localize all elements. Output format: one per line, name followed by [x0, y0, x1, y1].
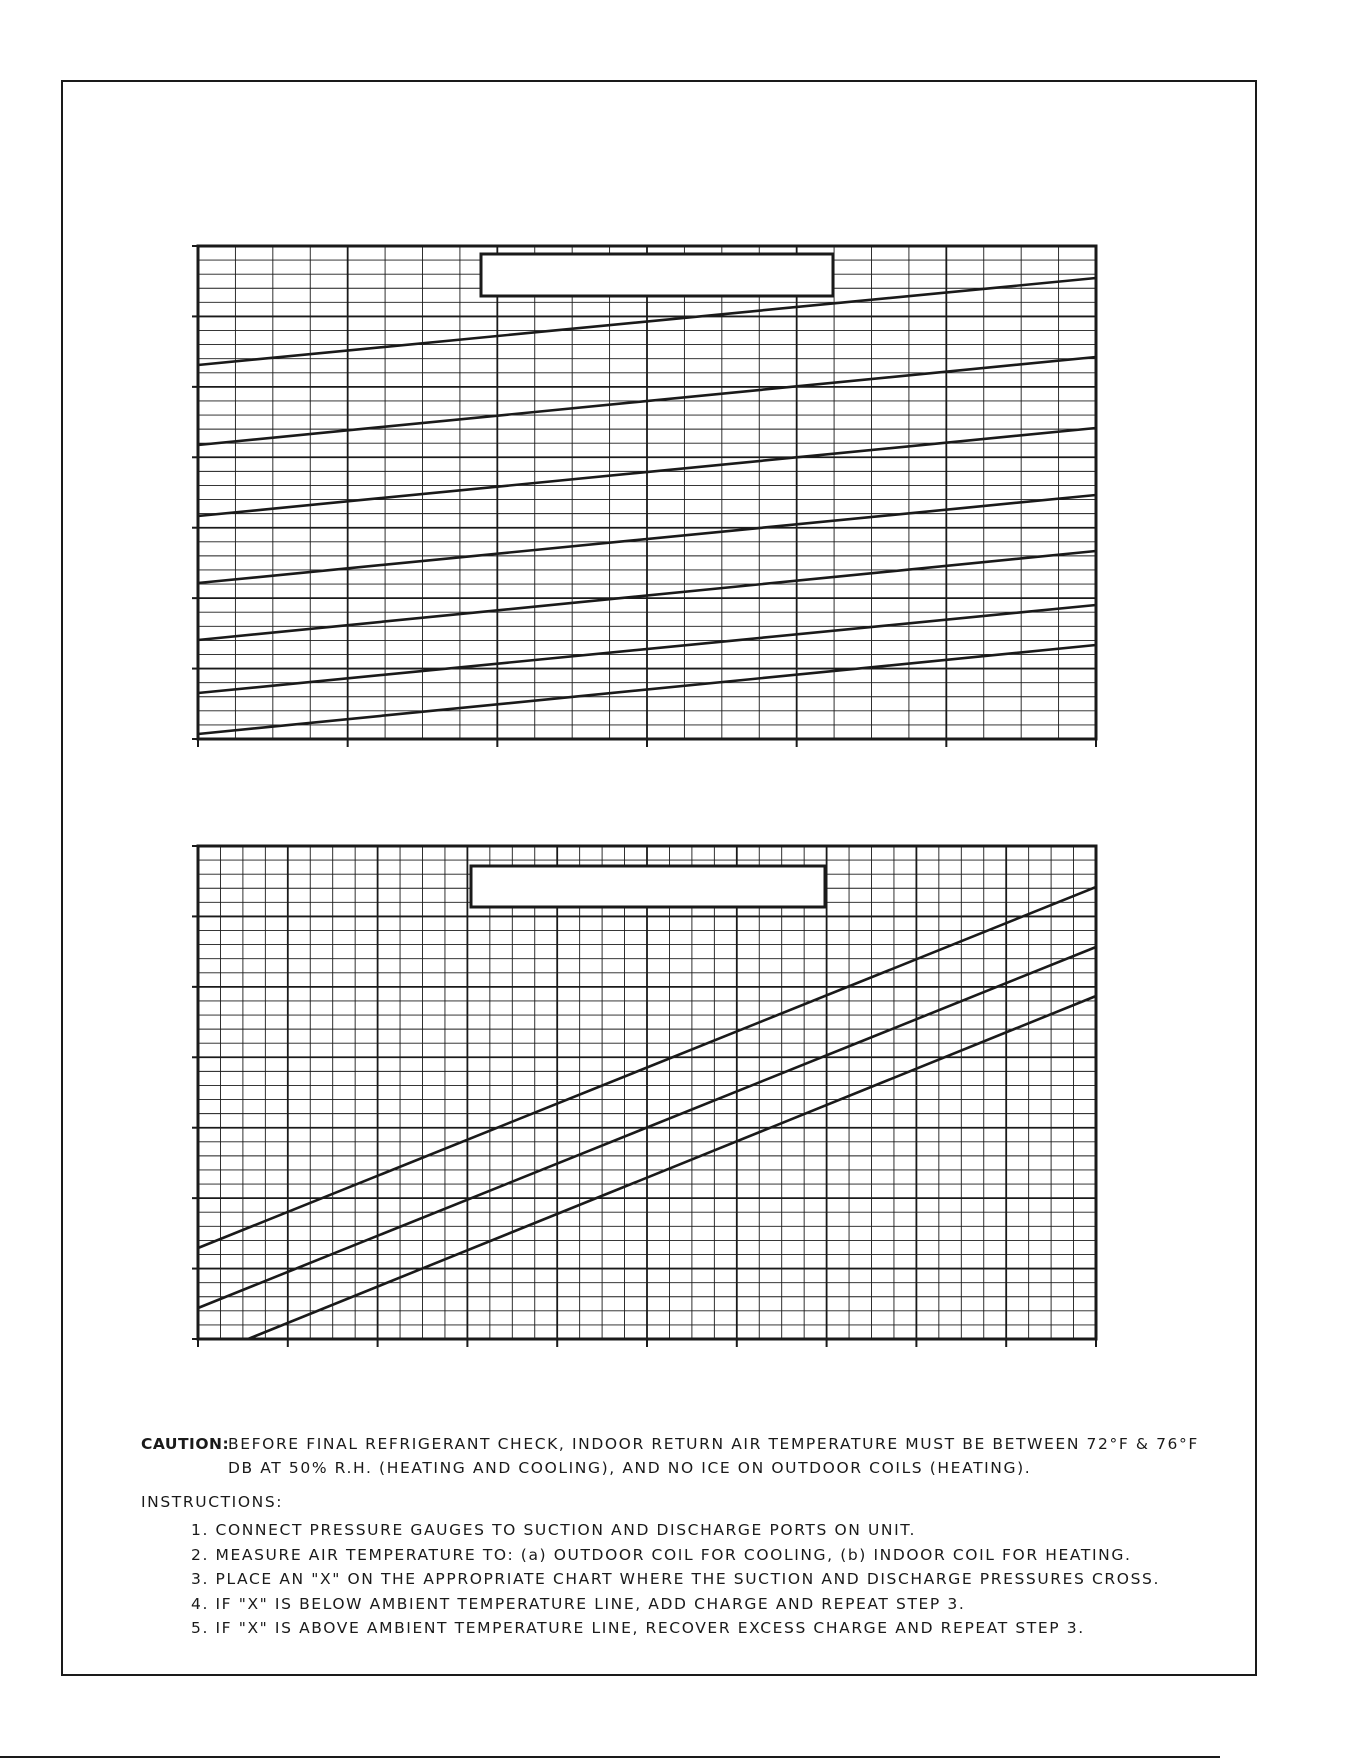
instruction-step: 5. IF "X" IS ABOVE AMBIENT TEMPERATURE LINE, RECOVER EXCESS CHARGE AND REPEAT STEP 3. [191, 1619, 1085, 1638]
instruction-step: 1. CONNECT PRESSURE GAUGES TO SUCTION AND DISCHARGE PORTS ON UNIT. [191, 1521, 917, 1539]
instruction-step: 4. IF "X" IS BELOW AMBIENT TEMPERATURE LINE, ADD CHARGE AND REPEAT STEP 3. [191, 1594, 966, 1613]
cooling-chart [192, 246, 1096, 747]
caution-note [141, 1432, 1241, 1480]
caution-text [228, 1432, 1241, 1480]
instructions-heading: INSTRUCTIONS: [141, 1493, 284, 1511]
heating-chart [192, 846, 1096, 1347]
temperature-line [248, 996, 1096, 1339]
caution-label: CAUTION: [141, 1435, 230, 1453]
instruction-step: 2. MEASURE AIR TEMPERATURE TO: (a) OUTDOOR COIL FOR COOLING, (b) INDOOR COIL FOR HEATING. [191, 1545, 1132, 1564]
instruction-steps [141, 1518, 1241, 1641]
caution-line-2: DB AT 50% R.H. (HEATING AND COOLING), AND NO ICE ON OUTDOOR COILS (HEATING). [228, 1459, 1032, 1477]
caution-line-1: BEFORE FINAL REFRIGERANT CHECK, INDOOR RETURN AIR TEMPERATURE MUST BE BETWEEN 72°F & 76°F [228, 1435, 1199, 1453]
instruction-step: 3. PLACE AN "X" ON THE APPROPRIATE CHART WHERE THE SUCTION AND DISCHARGE PRESSURES CROSS. [191, 1570, 1161, 1589]
notes-block [141, 1432, 1241, 1641]
footer-rule [0, 1756, 1220, 1758]
chart-label-box [481, 254, 833, 296]
chart-label-box [471, 866, 825, 907]
